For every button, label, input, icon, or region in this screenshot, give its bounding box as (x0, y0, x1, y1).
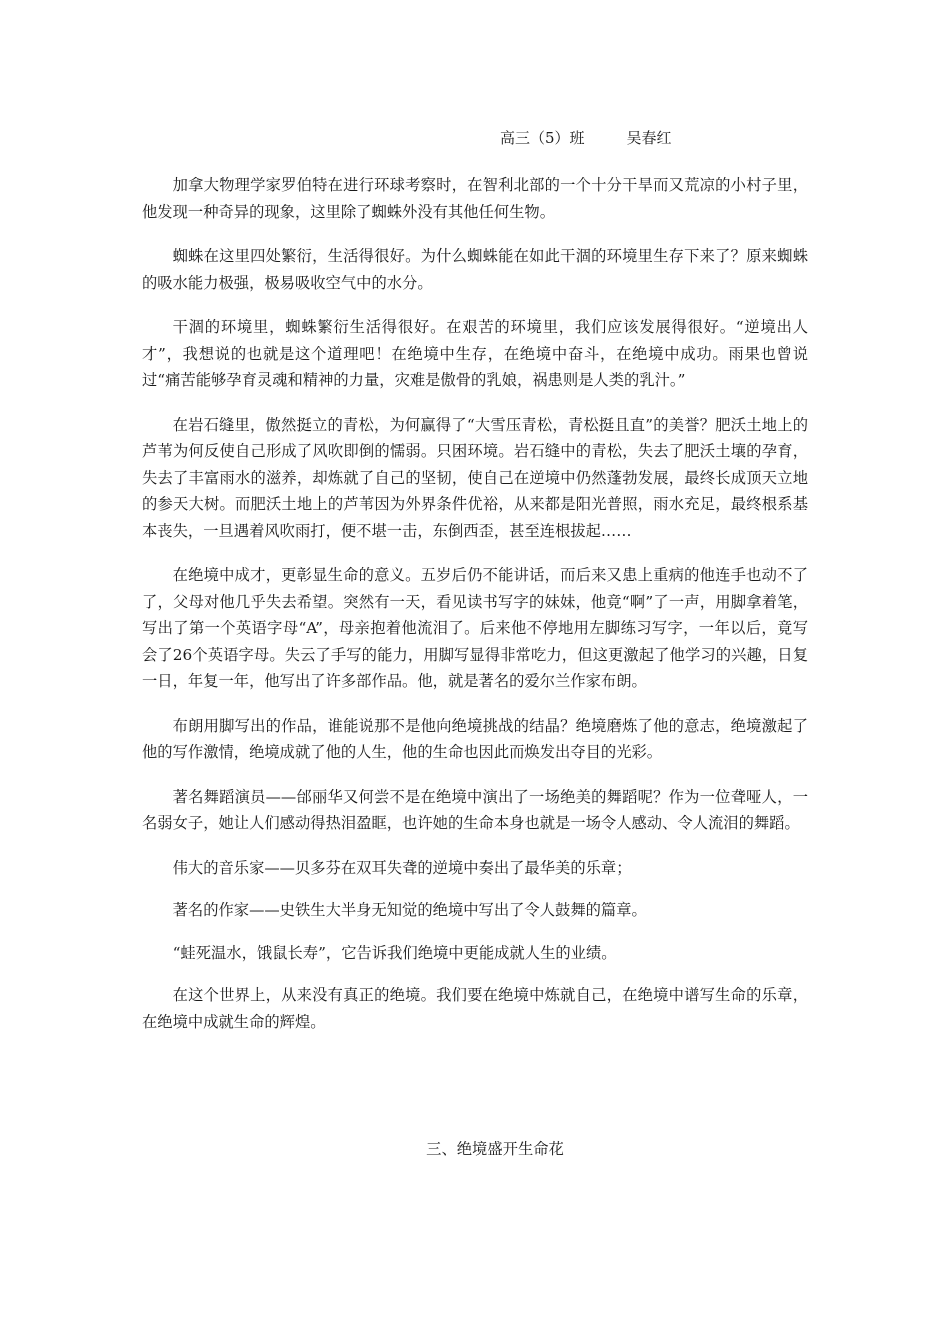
paragraph: 布朗用脚写出的作品，谁能说那不是他向绝境挑战的结晶？绝境磨炼了他的意志，绝境激起了他的写作激情，绝境成就了他的人生，他的生命也因此而焕发出夺目的光彩。 (142, 716, 808, 761)
paragraph: “蛙死温水，饿鼠长寿”，它告诉我们绝境中更能成就人生的业绩。 (172, 943, 617, 962)
essay-body (142, 172, 808, 1053)
paragraph: 加拿大物理学家罗伯特在进行环球考察时，在智利北部的一个十分干旱而又荒凉的小村子里，他发现一种奇异的现象，这里除了蜘蛛外没有其他任何生物。 (142, 176, 808, 221)
author-name: 吴春红 (626, 129, 672, 147)
class-name: 高三（5）班 (500, 129, 585, 147)
paragraph: 在绝境中成才，更彰显生命的意义。五岁后仍不能讲话，而后来又患上重病的他连手也动不了了，父母对他几乎失去希望。突然有一天，看见读书写字的妹妹，他竟“啊”了一声，用脚拿着笔，写出了第一个英语字母“A”，母亲抱着他流泪了。后来他不停地用左脚练习写字，一年以后，竟写会了26个英语字母。失云了手写的能力，用脚写显得非常吃力，但这更激起了他学习的兴趣，日复一日，年复一年，他写出了许多部作品。他，就是著名的爱尔兰作家布朗。 (142, 566, 808, 690)
paragraph: 著名舞蹈演员——邰丽华又何尝不是在绝境中演出了一场绝美的舞蹈呢？作为一位聋哑人，一名弱女子，她让人们感动得热泪盈眶，也许她的生命本身也就是一场令人感动、令人流泪的舞蹈。 (142, 787, 808, 832)
paragraph: 在这个世界上，从来没有真正的绝境。我们要在绝境中炼就自己，在绝境中谱写生命的乐章，在绝境中成就生命的辉煌。 (142, 986, 808, 1031)
byline (500, 127, 672, 149)
paragraph: 在岩石缝里，傲然挺立的青松，为何赢得了“大雪压青松，青松挺且直”的美誉？肥沃土地上的芦苇为何反使自己形成了风吹即倒的懦弱。只困环境。岩石缝中的青松，失去了肥沃土壤的孕育，失去了丰富雨水的滋养，却炼就了自己的坚韧，使自己在逆境中仍然蓬勃发展，最终长成顶天立地的参天大树。而肥沃土地上的芦苇因为外界条件优裕，从来都是阳光普照，雨水充足，最终根系基本丧失，一旦遇着风吹雨打，便不堪一击，东倒西歪，甚至连根拔起…… (142, 415, 808, 540)
section-title: 三、绝境盛开生命花 (426, 1140, 564, 1158)
paragraph: 蜘蛛在这里四处繁衍，生活得很好。为什么蜘蛛能在如此干涸的环境里生存下来了？原来蜘蛛的吸水能力极强，极易吸收空气中的水分。 (142, 247, 808, 292)
paragraph: 著名的作家——史铁生大半身无知觉的绝境中写出了令人鼓舞的篇章。 (172, 901, 647, 919)
paragraph: 伟大的音乐家——贝多芬在双耳失聋的逆境中奏出了最华美的乐章； (172, 858, 632, 877)
paragraph: 干涸的环境里，蜘蛛繁衍生活得很好。在艰苦的环境里，我们应该发展得很好。“逆境出人才”，我想说的也就是这个道理吧！在绝境中生存，在绝境中奋斗，在绝境中成功。雨果也曾说过“痛苦能够孕育灵魂和精神的力量，灾难是傲骨的乳娘，祸患则是人类的乳汁。” (142, 318, 808, 389)
